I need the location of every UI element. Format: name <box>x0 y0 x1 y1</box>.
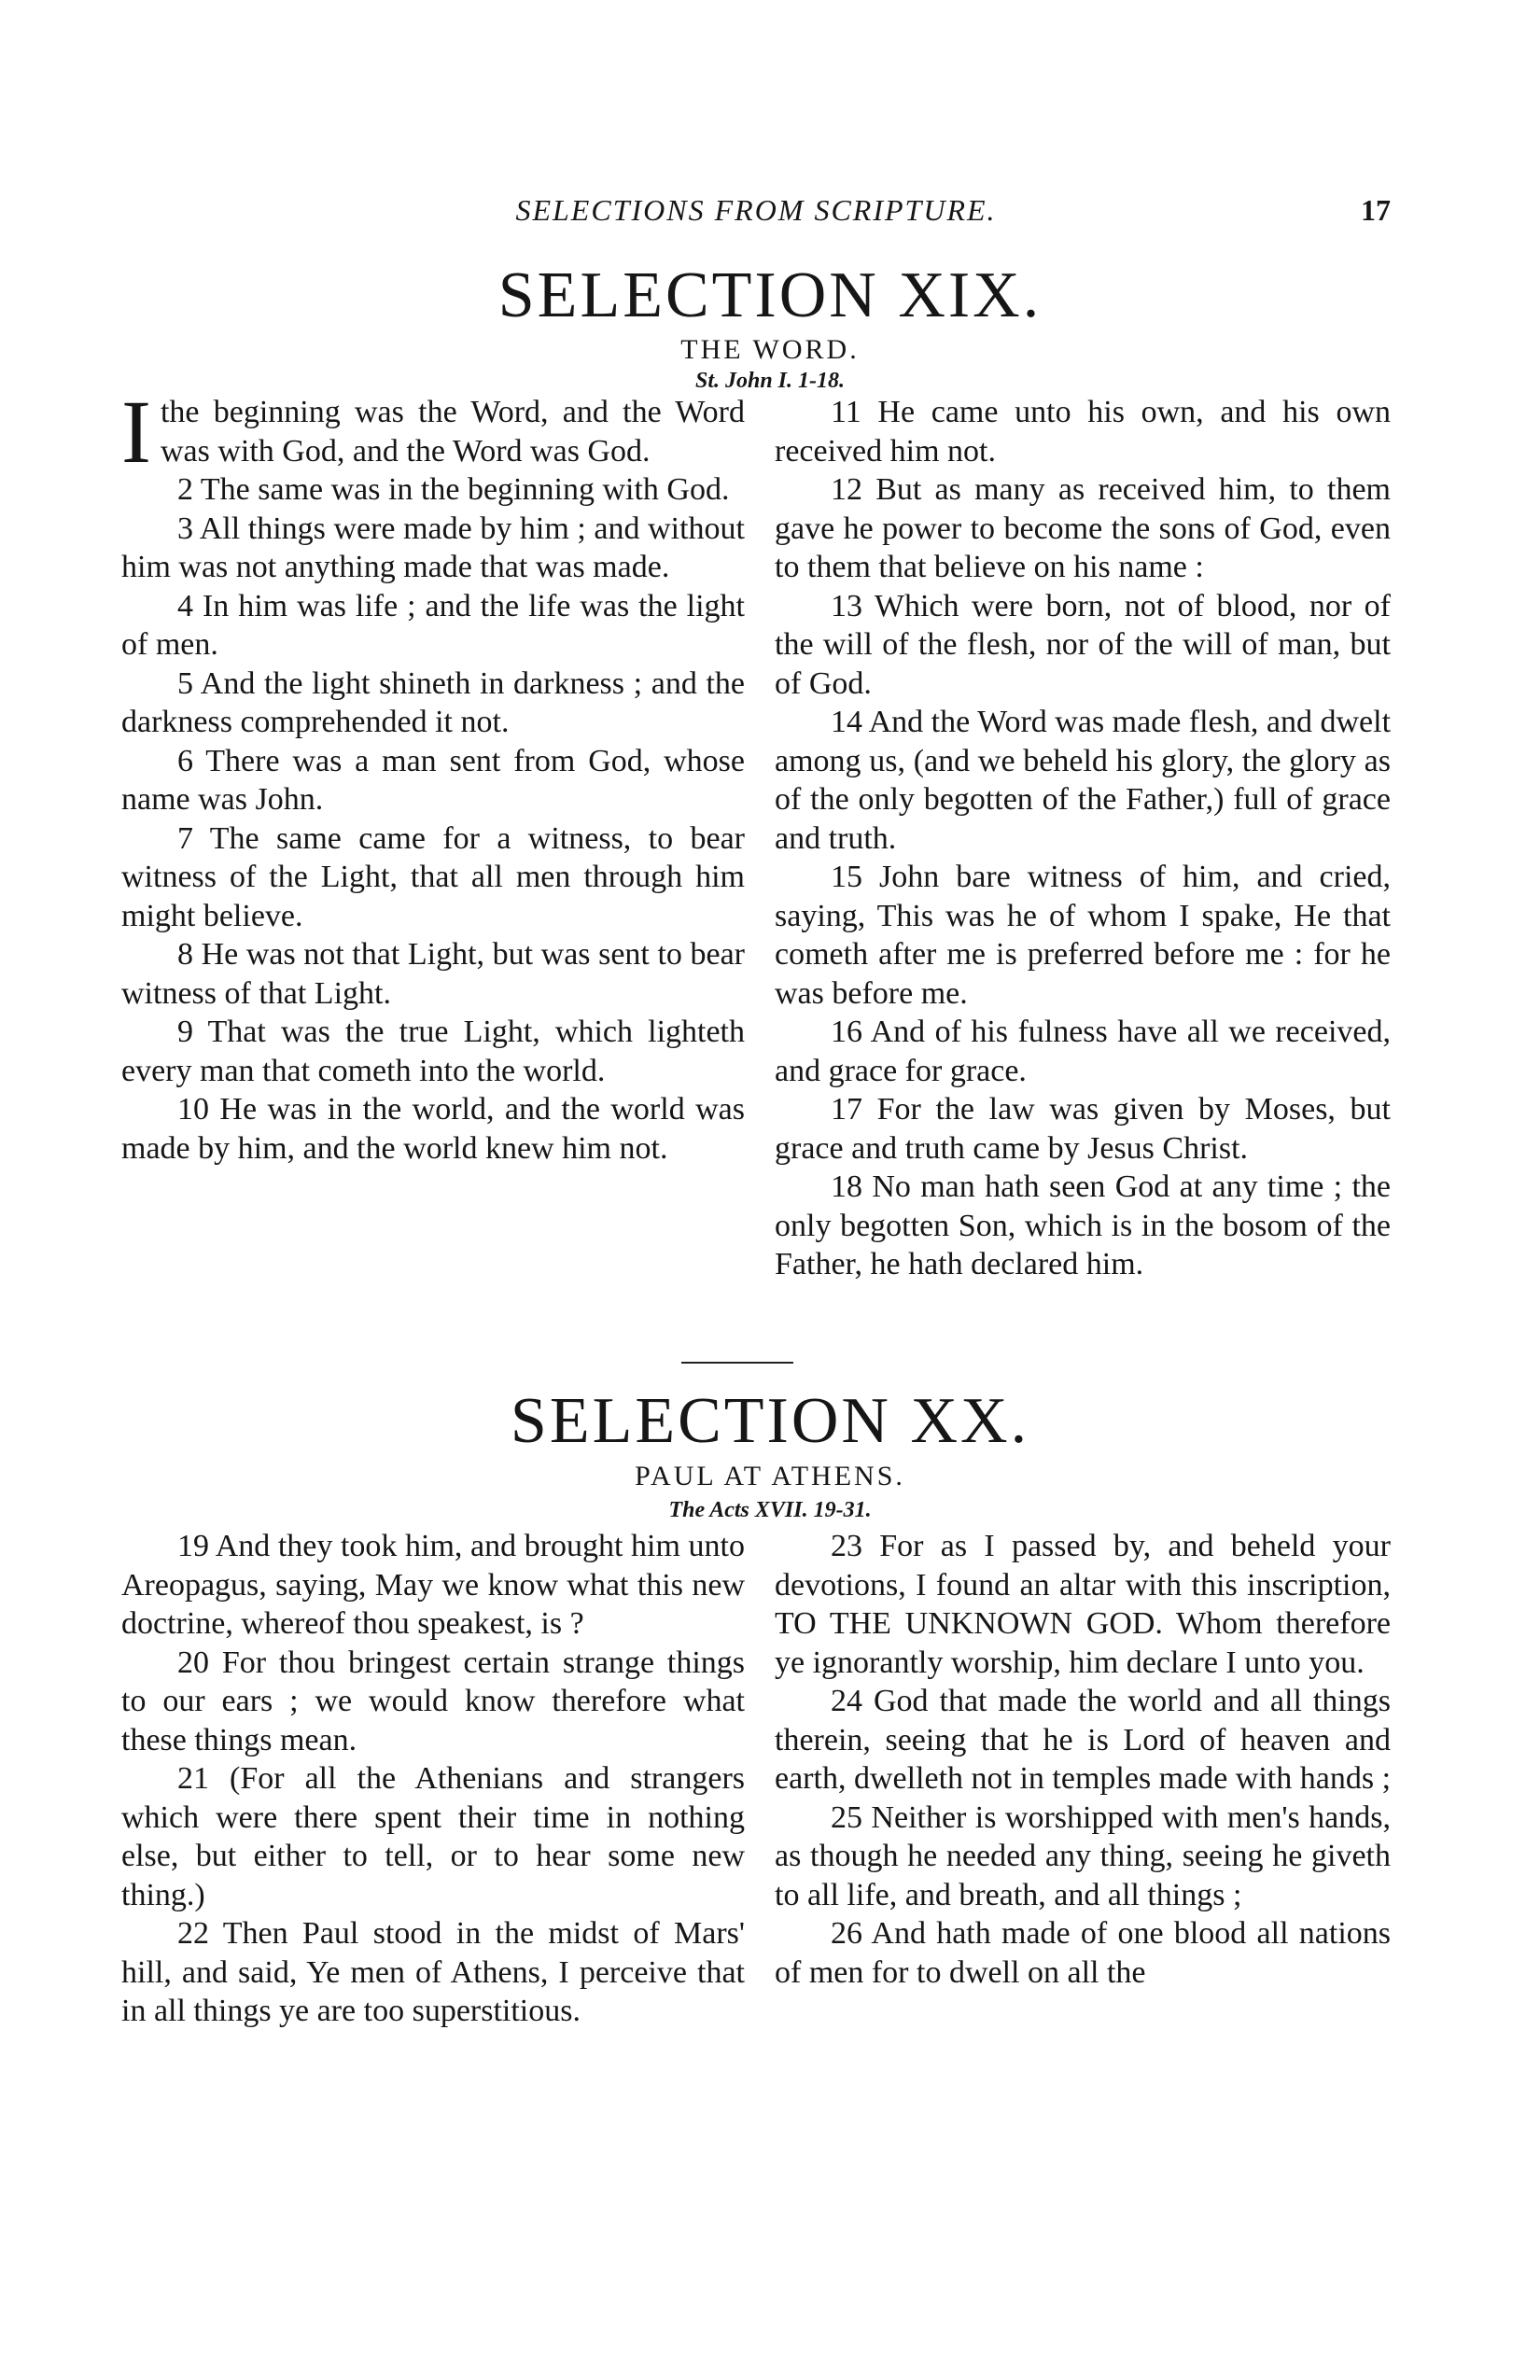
verse-paragraph <box>775 587 1391 704</box>
verse-paragraph <box>121 470 745 510</box>
verse-paragraph <box>775 703 1391 858</box>
verse-paragraph <box>121 1527 745 1644</box>
verse-text: 23 For as I passed by, and beheld your devotions, I found an altar with this inscription, TO THE UNKNOWN GOD. Whom therefore ye ignorantly worship, him declare I unto you. <box>775 1529 1391 1680</box>
verse-text: 8 He was not that Light, but was sent to bear witness of that Light. <box>121 937 745 1011</box>
verse-text: the beginning was the Word, and the Word was with God, and the Word was God. <box>160 395 745 469</box>
verse-text: 3 All things were made by him ; and without him was not anything made that was made. <box>121 511 745 584</box>
verse-text: 11 He came unto his own, and his own received him not. <box>775 395 1391 469</box>
running-head-title: SELECTIONS FROM SCRIPTURE. <box>515 193 997 227</box>
verse-paragraph <box>775 858 1391 1013</box>
selection-20-right-column <box>775 1527 1391 1992</box>
verse-paragraph <box>121 1914 745 2031</box>
verse-text: 20 For thou bringest certain strange things to our ears ; we would know therefore what these things mean. <box>121 1645 745 1757</box>
selection-19-left-column <box>121 382 745 1168</box>
selection-20-title: SELECTION XX. <box>510 1385 1030 1457</box>
verse-text: 7 The same came for a witness, to bear witness of the Light, that all men through him might believe. <box>121 820 745 933</box>
verse-text: 6 There was a man sent from God, whose name was John. <box>121 743 745 817</box>
verse-paragraph <box>121 1013 745 1090</box>
drop-cap-letter: I <box>121 382 151 482</box>
verse-paragraph <box>121 382 745 482</box>
selection-19-title: SELECTION XIX. <box>497 259 1043 331</box>
verse-text: 26 And hath made of one blood all nations of men for to dwell on all the <box>775 1916 1391 1990</box>
verse-paragraph <box>121 1759 745 1914</box>
verse-text: 15 John bare witness of him, and cried, saying, This was he of whom I spake, He that cometh after me is preferred before me : for he was before me. <box>775 860 1391 1011</box>
verse-paragraph <box>775 1799 1391 1915</box>
verse-text: 13 Which were born, not of blood, nor of the will of the flesh, nor of the will of man, but of God. <box>775 588 1391 701</box>
verse-paragraph <box>775 1090 1391 1168</box>
verse-text: 4 In him was life ; and the life was the light of men. <box>121 588 745 662</box>
running-head <box>121 193 1391 234</box>
verse-paragraph <box>121 1644 745 1760</box>
verse-text: 21 (For all the Athenians and strangers which were there spent their time in nothing else, but either to tell, or to hear some new thing.) <box>121 1761 745 1912</box>
verse-text: 5 And the light shineth in darkness ; and the darkness comprehended it not. <box>121 665 745 739</box>
verse-text: 18 No man hath seen God at any time ; the only begotten Son, which is in the bosom of the Father, he hath declared him. <box>775 1169 1391 1281</box>
selection-19-subtitle: THE WORD. <box>680 334 860 365</box>
verse-text: 17 For the law was given by Moses, but grace and truth came by Jesus Christ. <box>775 1092 1391 1166</box>
verse-text: 16 And of his fulness have all we received, and grace for grace. <box>775 1015 1391 1088</box>
verse-paragraph <box>775 1682 1391 1799</box>
verse-paragraph <box>121 819 745 936</box>
selection-19-reference: St. John I. 1-18. <box>694 369 846 393</box>
verse-paragraph <box>775 393 1391 470</box>
verse-paragraph <box>775 1013 1391 1090</box>
selection-20-reference: The Acts XVII. 19-31. <box>668 1498 872 1522</box>
verse-text: 2 The same was in the beginning with God. <box>177 472 730 507</box>
verse-text: 12 But as many as received him, to them gave he power to become the sons of God, even to them that believe on his name : <box>775 472 1391 584</box>
verse-paragraph <box>121 587 745 665</box>
verse-text: 14 And the Word was made flesh, and dwelt among us, (and we beheld his glory, the glory as of the only begotten of the Father,) full of grace and truth. <box>775 705 1392 856</box>
selection-19-right-column <box>775 393 1391 1284</box>
verse-text: 9 That was the true Light, which lighteth every man that cometh into the world. <box>121 1015 745 1088</box>
verse-text: 24 God that made the world and all things therein, seeing that he is Lord of heaven and earth, dwelleth not in temples made with hands ; <box>775 1684 1392 1796</box>
verse-paragraph <box>121 665 745 742</box>
verse-text: 10 He was in the world, and the world was made by him, and the world knew him not. <box>121 1092 745 1166</box>
verse-paragraph <box>775 1527 1391 1682</box>
verse-paragraph <box>121 510 745 587</box>
verse-text: 25 Neither is worshipped with men's hands, as though he needed any thing, seeing he giveth to all life, and breath, and all things ; <box>775 1799 1391 1912</box>
verse-paragraph <box>775 1168 1391 1284</box>
verse-paragraph <box>121 742 745 819</box>
selection-20-left-column <box>121 1527 745 2031</box>
verse-paragraph <box>121 1090 745 1168</box>
page-number: 17 <box>1361 193 1391 227</box>
selection-20-subtitle: PAUL AT ATHENS. <box>635 1461 905 1491</box>
verse-paragraph <box>775 470 1391 587</box>
verse-text: 22 Then Paul stood in the midst of Mars' hill, and said, Ye men of Athens, I perceive that in all things ye are too superstitious. <box>121 1916 745 2028</box>
section-divider-rule <box>681 1362 793 1364</box>
verse-paragraph <box>121 935 745 1013</box>
verse-text: 19 And they took him, and brought him unto Areopagus, saying, May we know what this new doctrine, whereof thou speakest, is ? <box>121 1529 745 1641</box>
verse-paragraph <box>775 1914 1391 1992</box>
